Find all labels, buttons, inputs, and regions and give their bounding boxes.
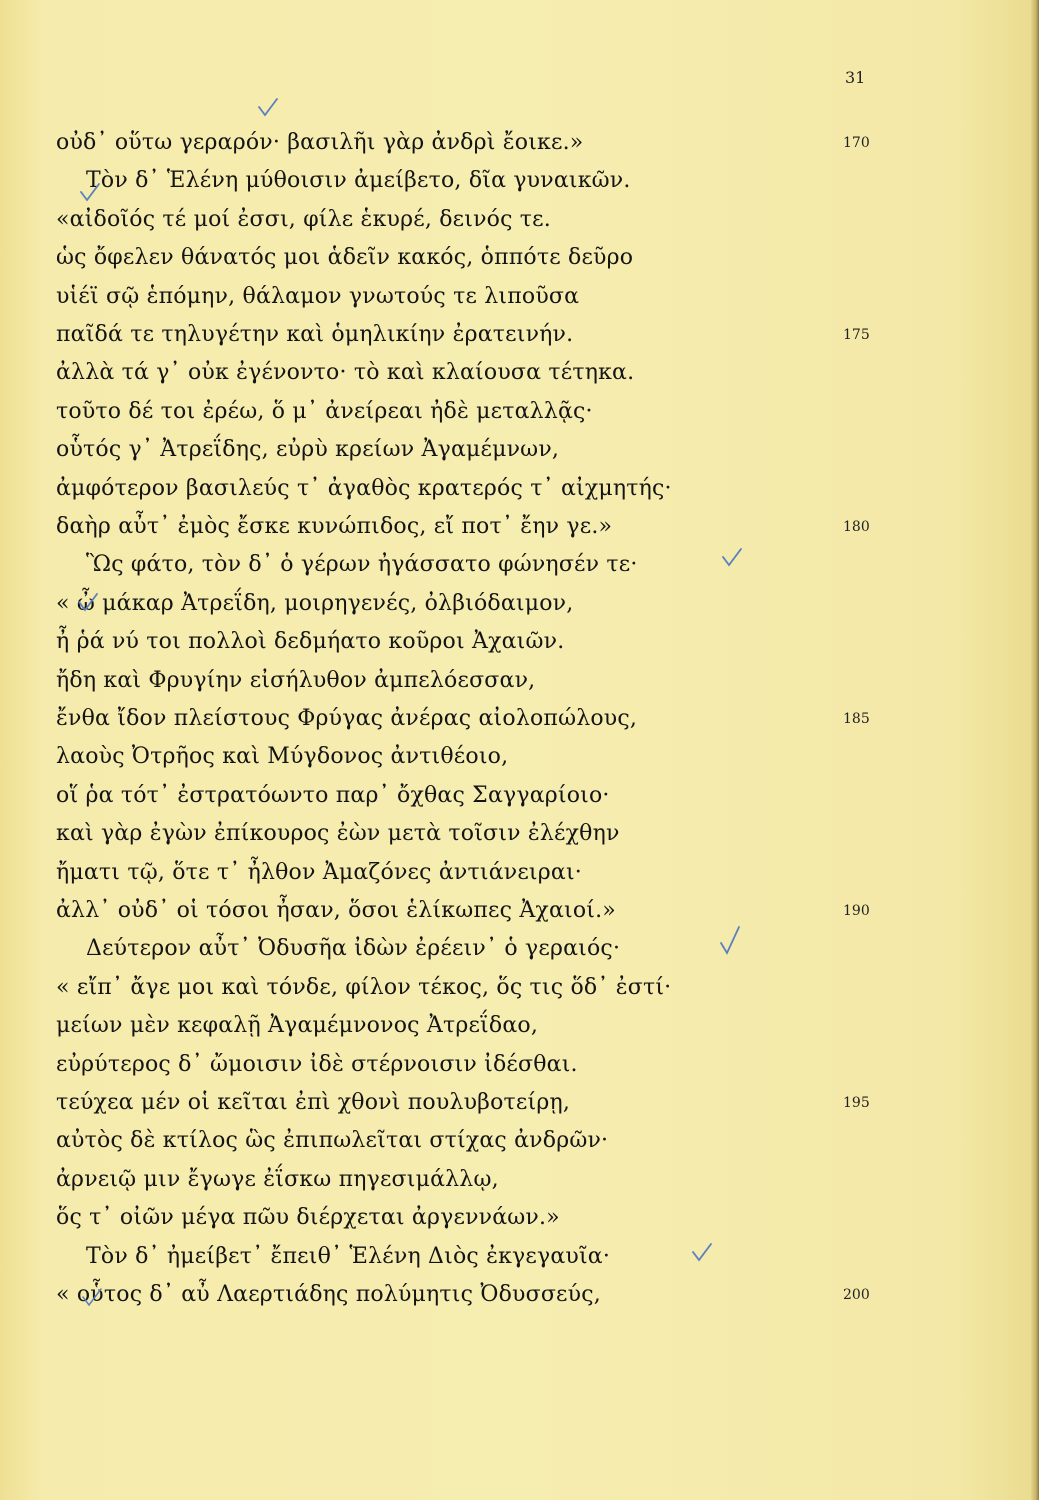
- verse-line: ἀλλὰ τά γ᾽ οὐκ ἐγένοντο· τὸ καὶ κλαίουσα τέτηκα.: [56, 360, 635, 386]
- verse-line: δαὴρ αὖτ᾽ ἐμὸς ἔσκε κυνώπιδος, εἴ ποτ᾽ ἔην γε.»: [56, 514, 613, 539]
- verse-line: ὅς τ᾽ οἰῶν μέγα πῶυ διέρχεται ἀργεννάων.»: [56, 1205, 560, 1231]
- verse-line: εὐρύτερος δ᾽ ὤμοισιν ἰδὲ στέρνοισιν ἰδέσθαι.: [56, 1051, 578, 1077]
- check-mark-icon: [720, 545, 744, 569]
- verse-line: ἦ ῥά νύ τοι πολλοὶ δεδμήατο κοῦροι Ἀχαιῶν.: [56, 629, 565, 655]
- verse-line: ἀμφότερον βασιλεύς τ᾽ ἀγαθὸς κρατερός τ᾽ αἰχμητής·: [56, 475, 672, 501]
- line-number: 175: [843, 327, 870, 343]
- verse-line: μείων μὲν κεφαλῇ Ἀγαμέμνονος Ἀτρεΐδαο,: [56, 1013, 539, 1039]
- page-edge: [1031, 0, 1039, 1500]
- verse-line: ἤδη καὶ Φρυγίην εἰσήλυθον ἀμπελόεσσαν,: [56, 667, 536, 693]
- verse-line: ἀρνειῷ μιν ἔγωγε ἐΐσκω πηγεσιμάλλῳ,: [56, 1166, 499, 1192]
- line-number: 190: [843, 903, 870, 919]
- line-number: 180: [843, 519, 870, 535]
- verse-line: παῖδά τε τηλυγέτην καὶ ὁμηλικίην ἐρατεινήν.: [56, 322, 574, 347]
- verse-line: οὗτός γ᾽ Ἀτρεΐδης, εὐρὺ κρείων Ἀγαμέμνων,: [56, 437, 560, 463]
- check-mark-icon: [690, 1240, 714, 1264]
- verse-line: Ὣς φάτο, τὸν δ᾽ ὁ γέρων ἠγάσσατο φώνησέν τε·: [86, 552, 638, 578]
- verse-line: οὐδ᾽ οὕτω γεραρόν· βασιλῆι γὰρ ἀνδρὶ ἔοικε.»: [56, 130, 584, 155]
- verse-line: ὡς ὄφελεν θάνατός μοι ἁδεῖν κακός, ὁππότε δεῦρο: [56, 245, 634, 271]
- line-number: 195: [843, 1095, 870, 1111]
- verse-line: ἀλλ᾽ οὐδ᾽ οἱ τόσοι ἦσαν, ὅσοι ἑλίκωπες Ἀχαιοί.»: [56, 898, 616, 923]
- page-number: 31: [845, 68, 866, 87]
- verse-line: τοῦτο δέ τοι ἐρέω, ὅ μ᾽ ἀνείρεαι ἠδὲ μεταλλᾷς·: [56, 398, 593, 424]
- verse-line: ἔνθα ἴδον πλείστους Φρύγας ἀνέρας αἰολοπώλους,: [56, 706, 638, 731]
- line-number: 200: [843, 1287, 870, 1303]
- verse-line: Τὸν δ᾽ ἠμείβετ᾽ ἔπειθ᾽ Ἑλένη Διὸς ἐκγεγαυῖα·: [86, 1243, 611, 1269]
- verse-line: καὶ γὰρ ἐγὼν ἐπίκουρος ἐὼν μετὰ τοῖσιν ἐλέχθην: [56, 821, 620, 847]
- verse-line: αὐτὸς δὲ κτίλος ὣς ἐπιπωλεῖται στίχας ἀνδρῶν·: [56, 1128, 609, 1154]
- verse-line: « εἴπ᾽ ἄγε μοι καὶ τόνδε, φίλον τέκος, ὅς τις ὅδ᾽ ἐστί·: [56, 974, 672, 1000]
- check-mark-icon: [256, 95, 280, 119]
- check-mark-icon: [80, 1285, 104, 1309]
- verse-line: οἵ ῥα τότ᾽ ἐστρατόωντο παρ᾽ ὄχθας Σαγγαρίοιο·: [56, 782, 610, 808]
- verse-line: τεύχεα μέν οἱ κεῖται ἐπὶ χθονὶ πουλυβοτείρῃ,: [56, 1090, 571, 1115]
- check-mark-icon: [78, 180, 102, 204]
- verse-line: «αἰδοῖός τέ μοί ἐσσι, φίλε ἑκυρέ, δεινός τε.: [56, 206, 551, 232]
- verse-line: λαοὺς Ὀτρῆος καὶ Μύγδονος ἀντιθέοιο,: [56, 744, 509, 770]
- verse-line: « οὗτος δ᾽ αὖ Λαερτιάδης πολύμητις Ὀδυσσεύς,: [56, 1282, 601, 1307]
- verse-line: Δεύτερον αὖτ᾽ Ὀδυσῆα ἰδὼν ἐρέειν᾽ ὁ γεραιός·: [86, 936, 621, 962]
- check-mark-icon: [76, 590, 100, 614]
- line-number: 170: [843, 135, 870, 151]
- line-number: 185: [843, 711, 870, 727]
- verse-line: ἤματι τῷ, ὅτε τ᾽ ἦλθον Ἀμαζόνες ἀντιάνειραι·: [56, 859, 582, 885]
- verse-line: υἱέϊ σῷ ἑπόμην, θάλαμον γνωτούς τε λιποῦσα: [56, 283, 580, 309]
- verse-line: Τὸν δ᾽ Ἑλένη μύθοισιν ἀμείβετο, δῖα γυναικῶν.: [86, 168, 631, 194]
- verse-line: « ὦ μάκαρ Ἀτρεΐδη, μοιρηγενές, ὀλβιόδαιμον,: [56, 590, 574, 616]
- check-mark-icon: [718, 925, 742, 949]
